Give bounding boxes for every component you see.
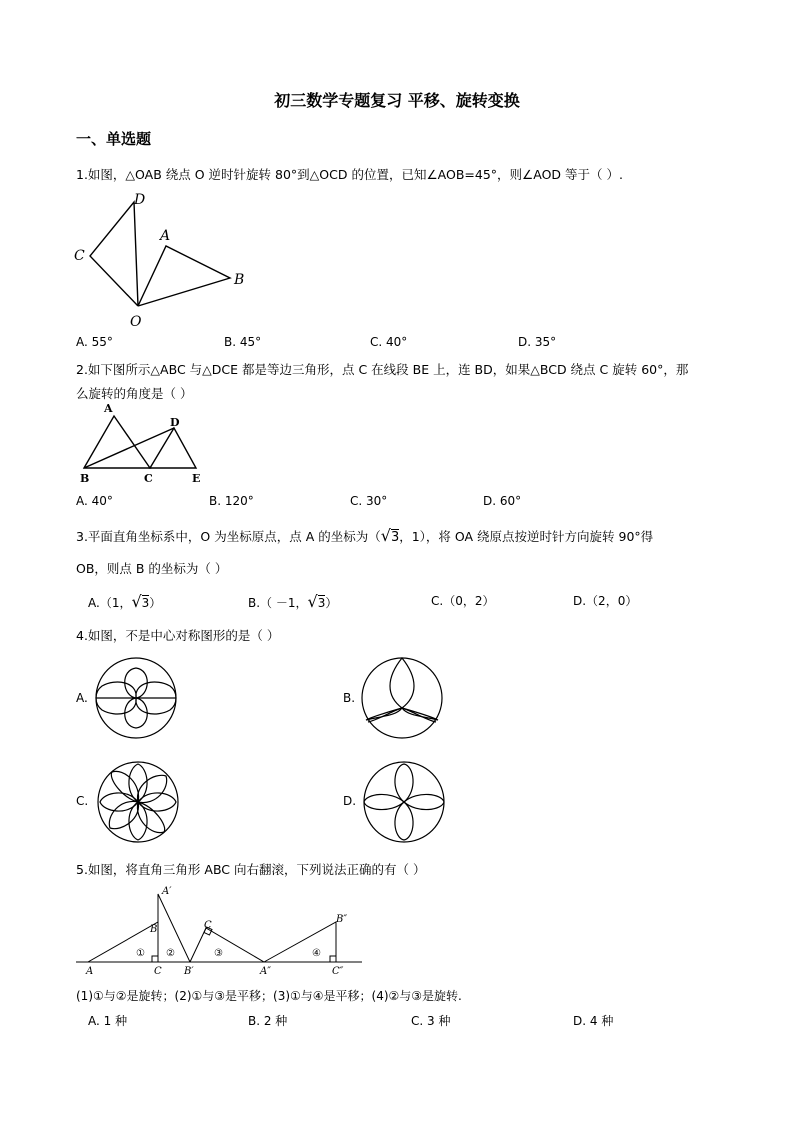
sqrt-radicand: 3 (317, 596, 326, 610)
q1-option-b: B. 45° (224, 335, 262, 349)
label-a-prime: A′ (162, 886, 172, 897)
sqrt-radicand: 3 (141, 596, 150, 610)
page-title: 初三数学专题复习 平移、旋转变换 (274, 91, 520, 110)
q5-option-c: C. 3 种 (411, 1014, 451, 1028)
question-5-figure (74, 882, 364, 978)
triangle-1 (88, 922, 158, 962)
q3-option-b (248, 592, 337, 611)
question-1-text: 1.如图，△OAB 绕点 O 逆时针旋转 80°到△OCD 的位置，已知∠AOB=45°，则∠AOD 等于（ ）. (76, 167, 623, 182)
q4-figure-a (92, 656, 180, 740)
triangle-oab (138, 246, 230, 306)
q2-option-d: D. 60° (483, 494, 522, 508)
label-region-1: ① (136, 948, 145, 959)
question-5-text: 5.如图，将直角三角形 ABC 向右翻滚，下列说法正确的有（ ） (76, 862, 426, 877)
label-b: B (150, 924, 158, 935)
sqrt-radicand: 3 (390, 530, 400, 545)
label-region-3: ③ (214, 948, 223, 959)
q3-option-d: D.（2，0） (573, 594, 638, 608)
q4-figure-b (358, 656, 446, 740)
label-b: B (80, 472, 90, 485)
q3-option-a-pre: A.（1， (88, 596, 132, 610)
question-3-line-1 (76, 526, 653, 545)
label-c: C (154, 966, 162, 977)
question-2-line-1: 2.如下图所示△ABC 与△DCE 都是等边三角形，点 C 在线段 BE 上，连 BD，如果△BCD 绕点 C 旋转 60°，那 (76, 362, 689, 377)
triangle-abc (84, 416, 150, 468)
label-region-2: ② (166, 948, 175, 959)
q3-text-post: ，1），将 OA 绕原点按逆时针方向旋转 90°得 (399, 529, 654, 544)
label-a-double-prime: A″ (260, 966, 271, 977)
q2-option-a: A. 40° (76, 494, 113, 508)
q2-option-b: B. 120° (209, 494, 254, 508)
label-a: A (104, 402, 113, 415)
question-5-statements: (1)①与②是旋转；(2)①与③是平移；(3)①与④是平移；(4)②与③是旋转. (76, 989, 462, 1003)
q5-option-d: D. 4 种 (573, 1014, 614, 1028)
segment-bd (84, 428, 174, 468)
q3-option-b-post: ） (325, 596, 338, 610)
triangle-dce (150, 428, 196, 468)
q4-option-d-label: D. (343, 794, 357, 808)
label-d: D (170, 416, 180, 429)
q3-option-a-post: ） (149, 596, 162, 610)
label-e: E (192, 472, 201, 485)
q4-figure-d (360, 760, 448, 844)
q2-option-c: C. 30° (350, 494, 388, 508)
label-c: C (74, 248, 85, 264)
question-3-line-2: OB，则点 B 的坐标为（ ） (76, 561, 228, 576)
q4-option-a-label: A. (76, 691, 88, 705)
q4-option-b-label: B. (343, 691, 356, 705)
question-1-figure (72, 188, 252, 330)
q1-option-c: C. 40° (370, 335, 408, 349)
label-b-prime: B′ (184, 966, 194, 977)
label-b-double-prime: B″ (336, 914, 348, 925)
sqrt-symbol: √ (131, 592, 142, 611)
q3-option-b-pre: B.（ －1， (248, 596, 308, 610)
q3-option-c: C.（0，2） (431, 594, 495, 608)
q3-text-pre: 3.平面直角坐标系中，O 为坐标原点，点 A 的坐标为（ (76, 529, 381, 544)
triangle-3 (190, 928, 264, 962)
label-a: A (160, 228, 171, 244)
label-o: O (130, 314, 142, 330)
q1-option-d: D. 35° (518, 335, 557, 349)
triangle-4 (264, 922, 336, 962)
label-c: C (144, 472, 153, 485)
question-2-figure (74, 402, 214, 488)
question-2-line-2: 么旋转的角度是（ ） (76, 386, 193, 401)
triangle-ocd (90, 202, 138, 306)
label-d: D (134, 192, 146, 208)
q1-option-a: A. 55° (76, 335, 113, 349)
label-a: A (86, 966, 94, 977)
sqrt-symbol: √ (307, 592, 318, 611)
label-b: B (234, 272, 245, 288)
q4-option-c-label: C. (76, 794, 89, 808)
q5-option-a: A. 1 种 (88, 1014, 128, 1028)
sqrt-symbol: √ (380, 526, 391, 545)
question-4-text: 4.如图，不是中心对称图形的是（ ） (76, 628, 280, 643)
q3-option-a (88, 592, 161, 611)
q4-figure-c (94, 760, 182, 844)
label-c-top: C (204, 920, 212, 931)
q5-option-b: B. 2 种 (248, 1014, 288, 1028)
section-heading: 一、单选题 (76, 130, 152, 148)
label-c-double-prime: C″ (332, 966, 344, 977)
label-region-4: ④ (312, 948, 321, 959)
